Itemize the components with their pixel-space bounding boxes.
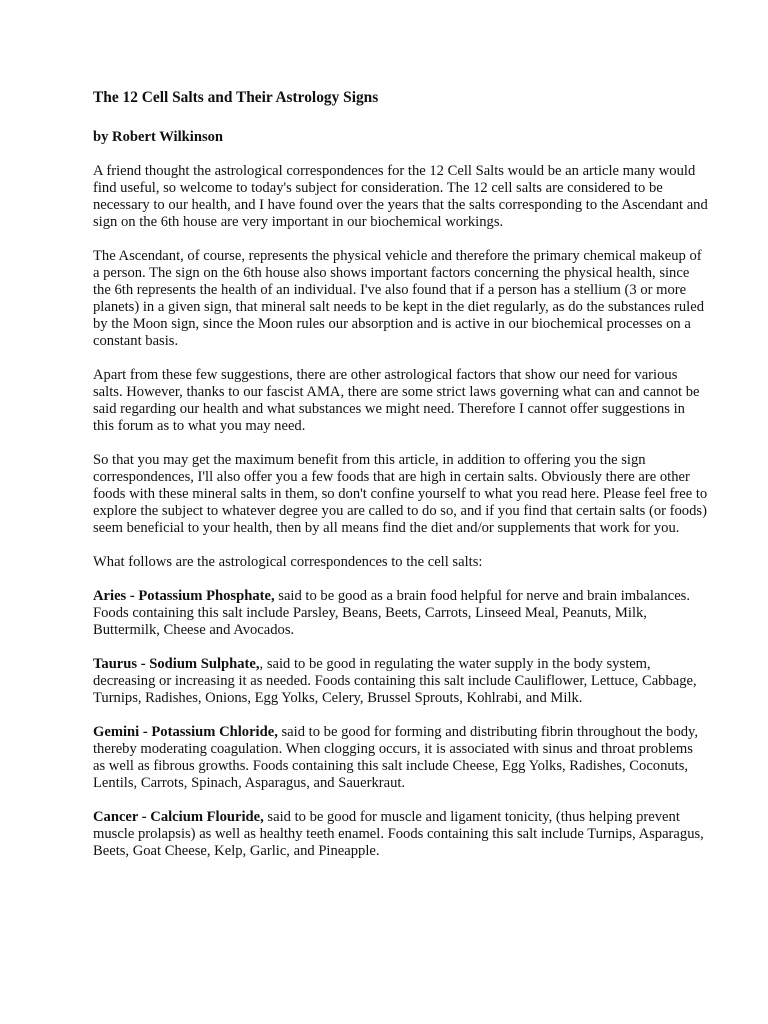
document-page — [93, 88, 708, 877]
intro-paragraph-5: What follows are the astrological correspondences to the cell salts: — [93, 554, 483, 570]
salt-entry-taurus — [93, 656, 708, 707]
salt-text-cancer: said to be good for muscle and ligament tonicity, (thus helping prevent muscle prolapsis) as well as healthy teeth enamel. Foods containing this salt include Turnips, Asparagus, Beets, Goat Cheese, Kelp, Garlic, and Pineapple. — [93, 809, 704, 859]
salt-entry-aries — [93, 588, 708, 639]
salt-text-taurus: , said to be good in regulating the water supply in the body system, decreasing or increasing it as needed. Foods containing this salt include Cauliflower, Lettuce, Cabbage, Turnips, Radishes, Onions, Egg Yolks, Celery, Brussel Sprouts, Kohlrabi, and Milk. — [93, 656, 697, 706]
document-title: The 12 Cell Salts and Their Astrology Signs — [93, 89, 379, 106]
intro-paragraph-2: The Ascendant, of course, represents the physical vehicle and therefore the primary chemical makeup of a person. The sign on the 6th house also shows important factors concerning the physical health, since the 6th represents the health of an individual. I've also found that if a person has a stellium (3 or more planets) in a given sign, that mineral salt needs to be kept in the diet regularly, as do the substances ruled by the Moon sign, since the Moon rules our absorption and is active in our biochemical processes on a constant basis. — [93, 248, 705, 349]
salt-heading-taurus: Taurus - Sodium Sulphate, — [93, 656, 260, 672]
intro-paragraph-4: So that you may get the maximum benefit from this article, in addition to offering you the sign correspondences, I'll also offer you a few foods that are high in certain salts. Obviously there are other foods with these mineral salts in them, so don't confine yourself to what you read here. Please feel free to explore the subject to whatever degree you are called to do so, and if you find that certain salts (or foods) seem beneficial to your health, then by all means find the diet and/or supplements that work for you. — [93, 452, 708, 536]
intro-paragraph-1: A friend thought the astrological correspondences for the 12 Cell Salts would be an article many would find useful, so welcome to today's subject for consideration. The 12 cell salts are considered to be necessary to our health, and I have found over the years that the salts corresponding to the Ascendant and sign on the 6th house are very important in our biochemical workings. — [93, 163, 708, 230]
salt-heading-cancer: Cancer - Calcium Flouride, — [93, 809, 264, 825]
salt-heading-gemini: Gemini - Potassium Chloride, — [93, 724, 278, 740]
intro-paragraph-3: Apart from these few suggestions, there are other astrological factors that show our need for various salts. However, thanks to our fascist AMA, there are some strict laws governing what can and cannot be said regarding our health and what substances we might need. Therefore I cannot offer suggestions in this forum as to what you may need. — [93, 367, 700, 434]
author-byline: by Robert Wilkinson — [93, 129, 224, 145]
salt-entry-gemini — [93, 724, 708, 792]
salt-text-gemini: said to be good for forming and distributing fibrin throughout the body, thereby moderating coagulation. When clogging occurs, it is associated with sinus and throat problems as well as fibrous growths. Foods containing this salt include Cheese, Egg Yolks, Radishes, Coconuts, Lentils, Carrots, Spinach, Asparagus, and Sauerkraut. — [93, 724, 699, 791]
salt-heading-aries: Aries - Potassium Phosphate, — [93, 588, 275, 604]
salt-text-aries: said to be good as a brain food helpful for nerve and brain imbalances. Foods containing this salt include Parsley, Beans, Beets, Carrots, Linseed Meal, Peanuts, Milk, Buttermilk, Cheese and Avocados. — [93, 588, 691, 638]
salt-entry-cancer — [93, 809, 708, 860]
